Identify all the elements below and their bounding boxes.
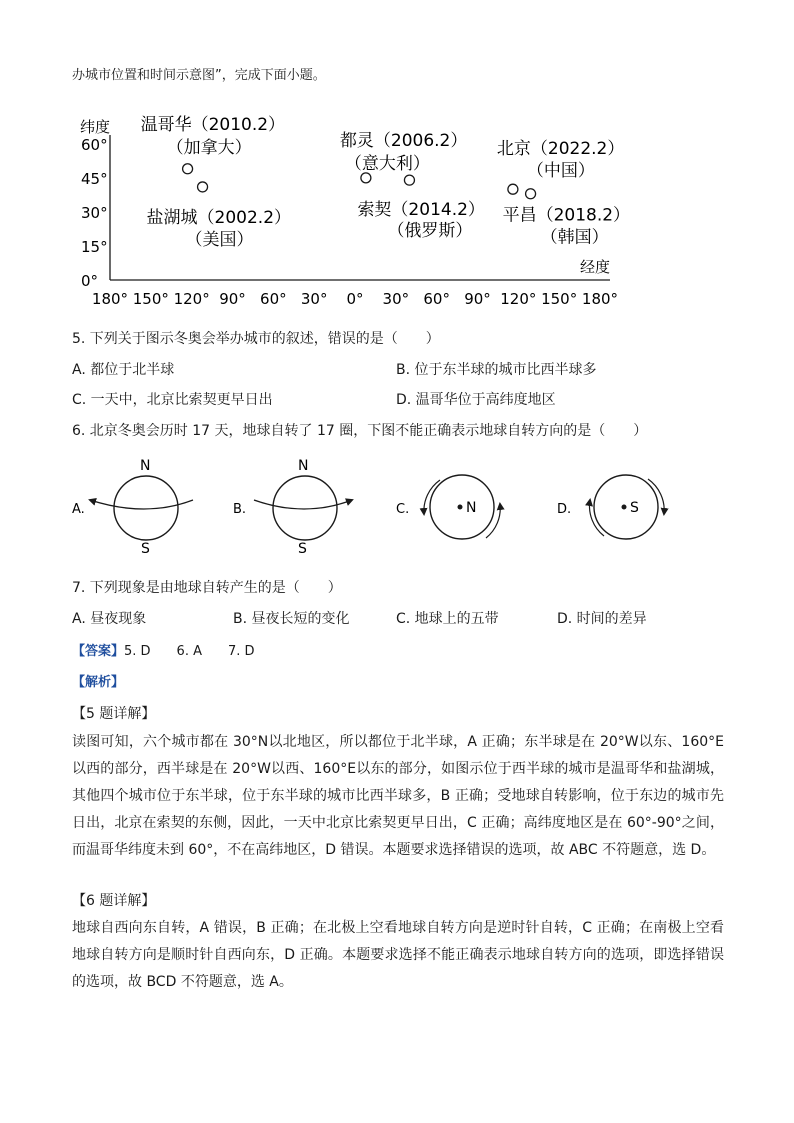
analysis-label: 【解析】 xyxy=(72,675,125,690)
q5-option-b[interactable]: B. 位于东半球的城市比西半球多 xyxy=(396,362,597,378)
city-marker xyxy=(361,173,371,183)
q6-stem: 6. 北京冬奥会历时 17 天，地球自转了 17 圈，下图不能正确表示地球自转方向的是（ ） xyxy=(72,423,648,439)
detail5-text: 读图可知，六个城市都在 30°N以北地区，所以都位于北半球，A 正确；东半球是在 20°W以东、160°E 以西的部分，西半球是在 20°W以西、160°E以东的部分，如图示位于西半球的城市是温哥华和盐湖城，其他四个城市位于东半球，位于东半球的城市比西半球多，B 正确；受地球自转影响，位于东边的城市先日出，北京在索契的东侧，因此，一天中北京比索契更早日出，C 正确；高纬度地区是在 60°-90°之间，而温哥华纬度未到 60°，不在高纬地区，D 错误。本题要求选择错误的选项，故 ABC 不符题意，选 D。 xyxy=(72,734,724,858)
q6-d-south-label: S xyxy=(630,500,639,516)
city-label: 平昌（2018.2） xyxy=(502,205,631,226)
q5-option-d[interactable]: D. 温哥华位于高纬度地区 xyxy=(396,392,556,408)
city-marker xyxy=(183,164,193,174)
x-tick-label: 90° xyxy=(464,290,491,308)
q6-option-d-label[interactable]: D. xyxy=(557,502,572,517)
q6-b-south-label: S xyxy=(298,541,307,557)
x-tick-label: 150° xyxy=(541,290,578,308)
x-tick-label: 180° xyxy=(581,290,619,308)
x-tick-label: 180° xyxy=(91,290,129,308)
country-label: （加拿大） xyxy=(166,137,252,158)
q6-a-north-label: N xyxy=(140,458,151,474)
q6-a-south-label: S xyxy=(141,541,150,557)
q6-diagram-d[interactable] xyxy=(590,475,665,539)
city-label: 北京（2022.2） xyxy=(496,139,625,160)
q6-c-north-label: N xyxy=(466,500,477,516)
detail6-text: 地球自西向东自转，A 错误，B 正确；在北极上空看地球自转方向是逆时针自转，C 正确；在南极上空看地球自转方向是顺时针自西向东，D 正确。本题要求选择不能正确表示地球自转方向的选项，即选择错误的选项，故 BCD 不符题意，选 A。 xyxy=(72,920,724,990)
x-tick-label: 30° xyxy=(382,290,410,308)
q7-option-c[interactable]: C. 地球上的五带 xyxy=(396,611,499,627)
x-tick-label: 30° xyxy=(300,290,328,308)
q6-diagram-b[interactable] xyxy=(254,458,352,557)
q5-stem: 5. 下列关于图示冬奥会举办城市的叙述，错误的是（ ） xyxy=(72,331,440,347)
x-tick-label: 60° xyxy=(423,290,450,308)
detail6-title: 【6 题详解】 xyxy=(72,893,156,909)
x-tick-label: 0° xyxy=(346,290,364,308)
q7-option-b[interactable]: B. 昼夜长短的变化 xyxy=(233,611,350,627)
answer-text: 5. D 6. A 7. D xyxy=(124,644,255,659)
q5-option-a[interactable]: A. 都位于北半球 xyxy=(72,362,175,378)
city-label: 都灵（2006.2） xyxy=(339,130,468,151)
winter-olympics-location-chart xyxy=(0,90,794,330)
country-label: （中国） xyxy=(526,161,595,182)
y-tick-label: 15° xyxy=(81,237,108,256)
city-marker xyxy=(404,175,414,185)
x-tick-label: 60° xyxy=(260,290,287,308)
q5-option-c[interactable]: C. 一天中，北京比索契更早日出 xyxy=(72,392,273,408)
city-label: 索契（2014.2） xyxy=(357,200,485,221)
x-axis-title: 经度 xyxy=(580,258,611,276)
y-tick-label: 60° xyxy=(81,135,108,154)
city-marker xyxy=(198,182,208,192)
q7-option-a[interactable]: A. 昼夜现象 xyxy=(72,611,147,627)
q6-diagram-a[interactable] xyxy=(90,458,193,557)
city-label: 盐湖城（2002.2） xyxy=(146,207,292,228)
q6-option-b-label[interactable]: B. xyxy=(233,502,247,517)
y-tick-label: 0° xyxy=(81,272,99,290)
y-axis-title: 纬度 xyxy=(80,118,111,136)
q6-diagram-c[interactable] xyxy=(424,475,500,539)
q7-stem: 7. 下列现象是由地球自转产生的是（ ） xyxy=(72,580,342,596)
country-label: （俄罗斯） xyxy=(387,221,473,242)
country-label: （意大利） xyxy=(344,153,430,174)
city-marker xyxy=(508,184,518,194)
x-tick-label: 120° xyxy=(173,290,210,308)
q6-c-arrow-bottom xyxy=(486,504,500,538)
q6-d-arrow-bottom xyxy=(590,500,604,536)
intro-text: 办城市位置和时间示意图”，完成下面小题。 xyxy=(72,68,326,83)
country-label: （韩国） xyxy=(540,227,609,248)
x-tick-label: 150° xyxy=(132,290,169,308)
city-label: 温哥华（2010.2） xyxy=(140,114,286,135)
y-tick-label: 30° xyxy=(81,203,108,222)
answer-line xyxy=(72,640,255,659)
detail5-title: 【5 题详解】 xyxy=(72,706,156,722)
q6-option-c-label[interactable]: C. xyxy=(396,502,410,517)
q6-b-north-label: N xyxy=(298,458,309,474)
answer-label: 【答案】 xyxy=(72,644,125,659)
x-tick-label: 120° xyxy=(500,290,537,308)
city-marker xyxy=(526,189,536,199)
country-label: （美国） xyxy=(185,229,254,250)
x-tick-label: 90° xyxy=(219,290,246,308)
q6-option-a-label[interactable]: A. xyxy=(72,502,85,517)
y-tick-label: 45° xyxy=(81,169,108,188)
q6-rotation-diagrams xyxy=(0,452,794,562)
q7-option-d[interactable]: D. 时间的差异 xyxy=(557,611,647,627)
